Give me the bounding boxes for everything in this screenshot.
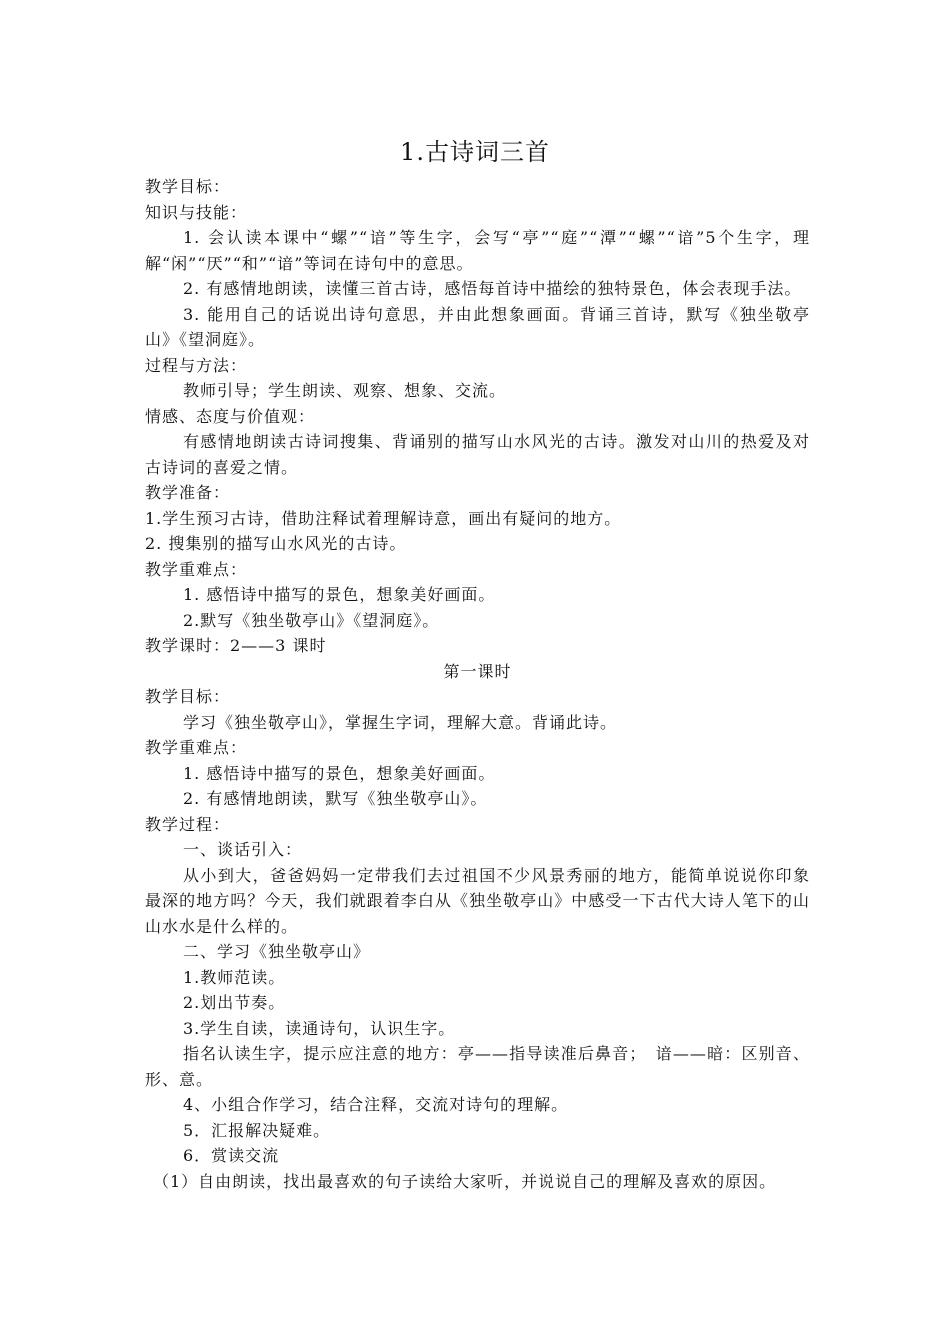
- document-title: 1.古诗词三首: [400, 138, 550, 166]
- heading-lesson-goals: 教学目标：: [145, 687, 231, 706]
- process-method-text: 教师引导；学生朗读、观察、想象、交流。: [183, 381, 507, 400]
- heading-lesson-key-points: 教学重难点：: [145, 738, 248, 757]
- subheading-emotion-values: 情感、态度与价值观：: [145, 406, 316, 426]
- lesson-one-heading: 第一课时: [443, 661, 512, 681]
- goal-item-1: 1. 会认读本课中“螺”“谙”等生字，会写“亭”“庭”“潭”“螺”“谙”5个生字，理解“闲”“厌”“和”“谙”等词在诗句中的意思。: [145, 228, 810, 273]
- prep-item-2: 2. 搜集别的描写山水风光的古诗。: [145, 534, 407, 553]
- step-2-item-6: 6．赏读交流: [183, 1146, 280, 1165]
- prep-item-1: 1.学生预习古诗，借助注释试着理解诗意，画出有疑问的地方。: [145, 508, 622, 528]
- step-2-item-1: 1.教师范读。: [183, 967, 286, 987]
- lesson-key-point-2: 2. 有感情地朗读，默写《独坐敬亭山》。: [183, 789, 488, 808]
- goal-item-2: 2. 有感情地朗读，读懂三首古诗，感悟每首诗中描绘的独特景色，体会表现手法。: [183, 279, 802, 298]
- document-body: [145, 174, 810, 1194]
- step-2-item-5: 5．汇报解决疑难。: [183, 1120, 331, 1140]
- step-2-item-3-detail: 指名认读生字，提示应注意的地方：亭——指导读准后鼻音； 谙——暗：区别音、形、意。: [145, 1044, 810, 1089]
- teaching-hours: 教学课时：2——3 课时: [145, 636, 327, 655]
- step-2-heading: 二、学习《独坐敬亭山》: [183, 942, 371, 961]
- lesson-key-point-1: 1. 感悟诗中描写的景色，想象美好画面。: [183, 763, 496, 783]
- step-2-item-2: 2.划出节奏。: [183, 993, 286, 1012]
- lesson-goals-text: 学习《独坐敬亭山》，掌握生字词，理解大意。背诵此诗。: [183, 712, 618, 732]
- step-1-heading: 一、谈话引入：: [183, 840, 303, 859]
- key-point-1: 1. 感悟诗中描写的景色，想象美好画面。: [183, 585, 496, 604]
- step-2-item-4: 4、小组合作学习，结合注释，交流对诗句的理解。: [183, 1095, 569, 1114]
- heading-teaching-prep: 教学准备：: [145, 483, 231, 502]
- heading-key-difficult-points: 教学重难点：: [145, 559, 248, 579]
- heading-teaching-goals: 教学目标：: [145, 177, 231, 196]
- step-2-item-6-1: （1）自由朗读，找出最喜欢的句子读给大家听，并说说自己的理解及喜欢的原因。: [153, 1171, 777, 1191]
- subheading-process-method: 过程与方法：: [145, 355, 248, 375]
- emotion-values-text: 有感情地朗读古诗词搜集、背诵别的描写山水风光的古诗。激发对山川的热爱及对古诗词的喜爱之情。: [145, 432, 810, 477]
- goal-item-3: 3. 能用自己的话说出诗句意思，并由此想象画面。背诵三首诗，默写《独坐敬亭山》《望洞庭》。: [145, 304, 810, 349]
- step-1-text: 从小到大，爸爸妈妈一定带我们去过祖国不少风景秀丽的地方，能简单说说你印象最深的地方吗？今天，我们就跟着李白从《独坐敬亭山》中感受一下古代大诗人笔下的山山水水是什么样的。: [145, 865, 810, 936]
- key-point-2: 2.默写《独坐敬亭山》《望洞庭》。: [183, 610, 440, 630]
- subheading-knowledge-skills: 知识与技能：: [145, 202, 248, 222]
- heading-teaching-process: 教学过程：: [145, 814, 231, 834]
- step-2-item-3: 3.学生自读，读通诗句，认识生字。: [183, 1018, 456, 1038]
